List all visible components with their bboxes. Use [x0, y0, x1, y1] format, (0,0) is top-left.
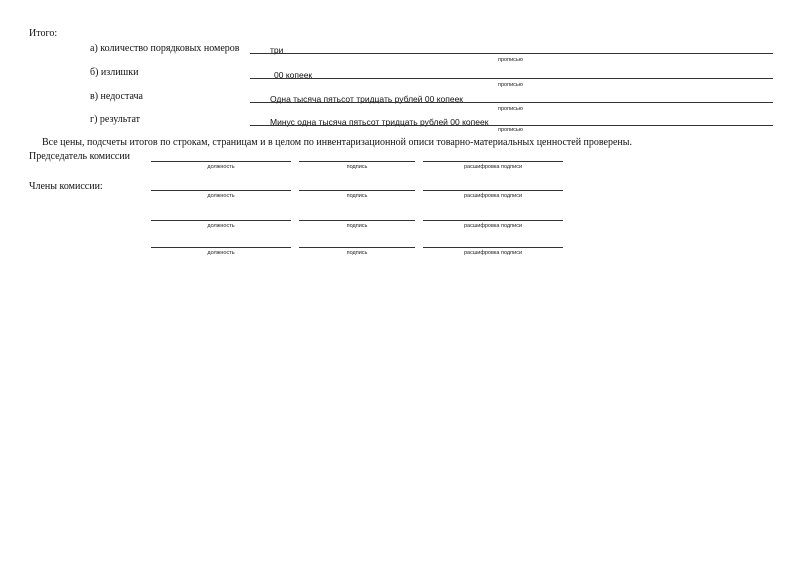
chairman-label: Председатель комиссии	[29, 151, 131, 162]
verification-text: Все цены, подсчеты итогов по строкам, страницам и в целом по инвентаризационной описи товарно-материальных ценностей проверены.	[42, 137, 633, 148]
summary-line-surplus	[250, 78, 773, 79]
members-label: Члены комиссии:	[29, 181, 103, 192]
summary-line-result	[250, 125, 773, 126]
member-3-signature-caption: подпись	[346, 250, 368, 256]
member-3-decoding-line	[423, 247, 563, 248]
member-2-signature-line	[299, 220, 415, 221]
chairman-position-caption: должность	[207, 164, 235, 170]
summary-value-result: Минус одна тысяча пятьсот тридцать рублей 00 копеек	[270, 117, 489, 127]
chairman-position-line	[151, 161, 291, 162]
chairman-signature-line	[299, 161, 415, 162]
member-2-decoding-caption: расшифровка подписи	[463, 223, 523, 229]
summary-label-count: а) количество порядковых номеров	[90, 43, 240, 54]
member-3-position-line	[151, 247, 291, 248]
summary-label-shortage: в) недостача	[90, 91, 143, 102]
summary-value-surplus: 00 копеек	[274, 70, 313, 80]
summary-line-shortage	[250, 102, 773, 103]
summary-value-count: три	[270, 45, 284, 55]
member-2-signature-caption: подпись	[346, 223, 368, 229]
summary-hint-surplus: прописью	[498, 82, 523, 88]
member-1-position-line	[151, 190, 291, 191]
member-2-decoding-line	[423, 220, 563, 221]
member-1-position-caption: должность	[207, 193, 235, 199]
member-2-position-caption: должность	[207, 223, 235, 229]
summary-line-count	[250, 53, 773, 54]
summary-hint-shortage: прописью	[498, 106, 523, 112]
chairman-decoding-caption: расшифровка подписи	[463, 164, 523, 170]
member-1-signature-caption: подпись	[346, 193, 368, 199]
member-3-signature-line	[299, 247, 415, 248]
summary-heading: Итого:	[29, 28, 58, 39]
summary-value-shortage: Одна тысяча пятьсот тридцать рублей 00 копеек	[270, 94, 464, 104]
member-3-decoding-caption: расшифровка подписи	[463, 250, 523, 256]
member-1-decoding-line	[423, 190, 563, 191]
summary-hint-result: прописью	[498, 127, 523, 133]
member-1-decoding-caption: расшифровка подписи	[463, 193, 523, 199]
chairman-signature-caption: подпись	[346, 164, 368, 170]
summary-label-result: г) результат	[90, 114, 141, 125]
member-1-signature-line	[299, 190, 415, 191]
summary-label-surplus: б) излишки	[90, 67, 139, 78]
summary-hint-count: прописью	[498, 57, 523, 63]
member-2-position-line	[151, 220, 291, 221]
member-3-position-caption: должность	[207, 250, 235, 256]
chairman-decoding-line	[423, 161, 563, 162]
